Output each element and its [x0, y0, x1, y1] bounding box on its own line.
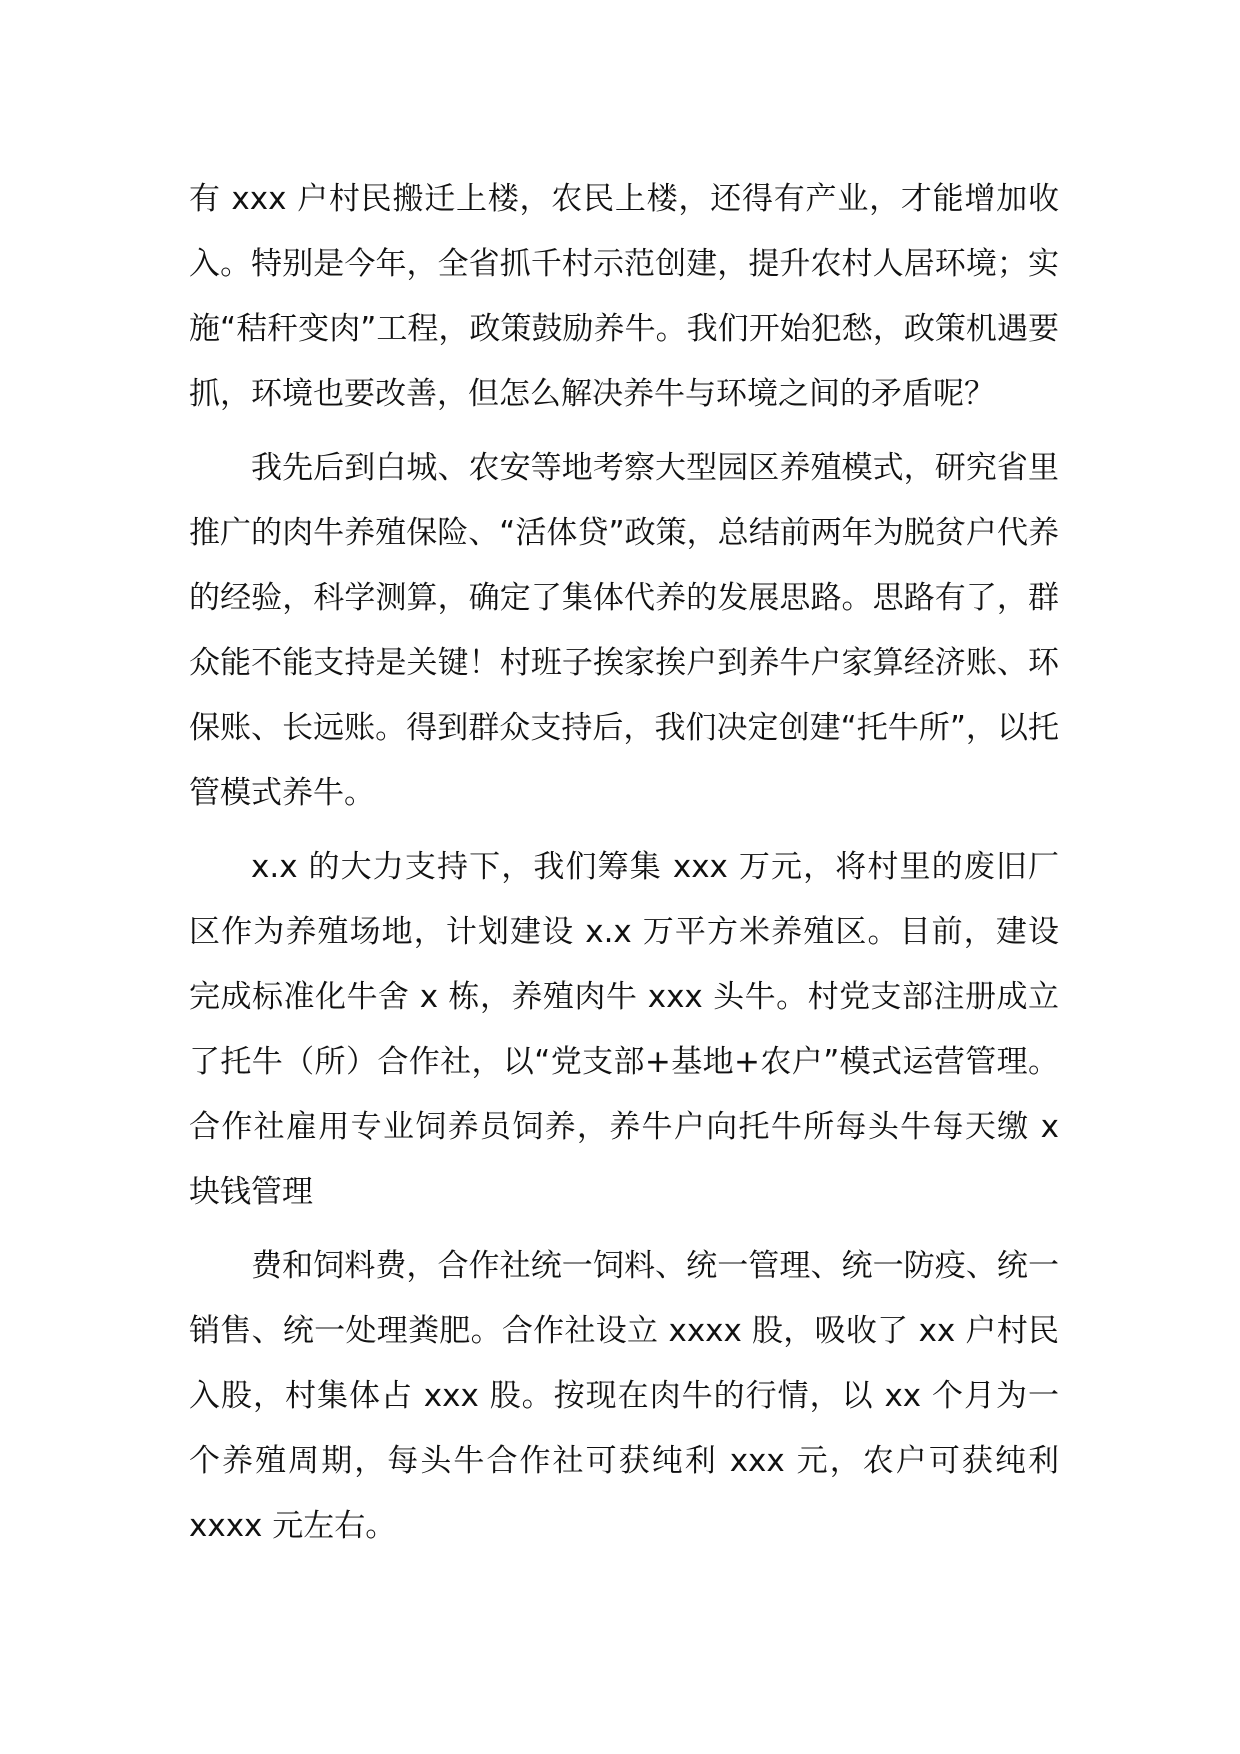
paragraph-1: 有 xxx 户村民搬迁上楼，农民上楼，还得有产业，才能增加收入。特别是今年，全省抓千村示范创建，提升农村人居环境；实施“秸秆变肉”工程，政策鼓励养牛。我们开始犯愁，政策机遇要抓，环境也要改善，但怎么解决养牛与环境之间的矛盾呢？ [189, 181, 1059, 412]
paragraph-4: 费和饲料费，合作社统一饲料、统一管理、统一防疫、统一销售、统一处理粪肥。合作社设立 xxxx 股，吸收了 xx 户村民入股，村集体占 xxx 股。按现在肉牛的行情，以 xx 个月为一个养殖周期，每头牛合作社可获纯利 xxx 元，农户可获纯利 xxxx 元左右。 [189, 1248, 1059, 1544]
paragraph-2: 我先后到白城、农安等地考察大型园区养殖模式，研究省里推广的肉牛养殖保险、“活体贷”政策，总结前两年为脱贫户代养的经验，科学测算，确定了集体代养的发展思路。思路有了，群众能不能支持是关键！村班子挨家挨户到养牛户家算经济账、环保账、长远账。得到群众支持后，我们决定创建“托牛所”，以托管模式养牛。 [189, 450, 1059, 811]
document-body [189, 167, 1059, 1568]
paragraph-3: x.x 的大力支持下，我们筹集 xxx 万元，将村里的废旧厂区作为养殖场地，计划建设 x.x 万平方米养殖区。目前，建设完成标准化牛舍 x 栋，养殖肉牛 xxx 头牛。村党支部注册成立了托牛（所）合作社，以“党支部+基地+农户”模式运营管理。合作社雇用专业饲养员饲养，养牛户向托牛所每头牛每天缴 x 块钱管理 [189, 849, 1059, 1210]
